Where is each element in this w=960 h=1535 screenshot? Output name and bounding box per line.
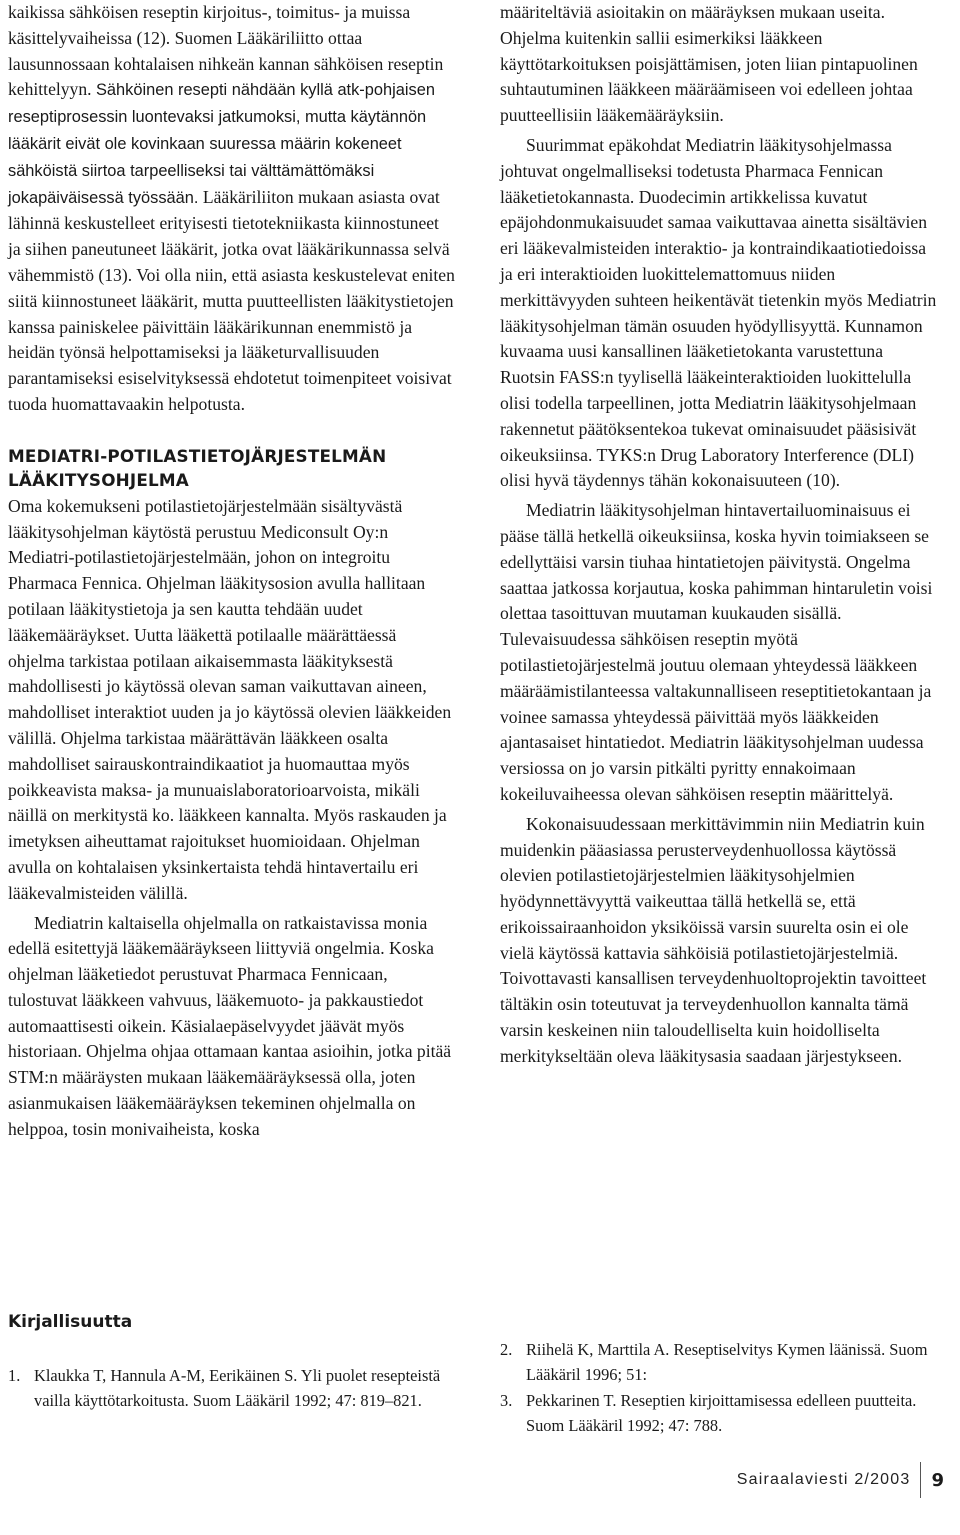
body-paragraph: Kokonaisuudessaan merkittävimmin niin Mediatrin kuin muidenkin pääasiassa perusterveydenhuollossa käytössä olevien potilastietojärjestelmien lääkitysohjelmien hyödynnettävyyttä vaikeuttaa tällä hetkellä se, että erikoissairaanhoidon yksiköissä varsin suurelta osin ei ole vielä käytössä kattavia sähköisiä potilastietojärjestelmiä. Toivottavasti kansallisen terveydenhuoltoprojektin tavoitteet tältäkin osin toteutuvat ja terveydenhuollon kannalta tämä varsin keskeinen niin taloudelliselta kuin hoidolliselta merkitykseltään oleva lääkitysasia saadaan järjestykseen.: [500, 813, 927, 1066]
page-footer: [737, 1462, 944, 1498]
body-paragraph: Oma kokemukseni potilastietojärjestelmään sisältyvästä lääkitysohjelman käytöstä perustuu Mediconsult Oy:n Mediatri-potilastietojärjestelmään, johon on integroitu Pharmaca Fennica. Ohjelman lääkitysosion avulla hallitaan potilaan lääkitystietoja ja sen kautta tehdään uudet lääkemääräykset. Uutta lääkettä potilaalle määrättäessä ohjelma tarkistaa potilaan aikaisemmasta lääkityksestä mahdollisesti jo käytössä olevan saman vaikuttavan aineen, mahdolliset interaktiot uuden ja jo käytössä olevien lääkkeiden välillä. Ohjelma tarkistaa määrättävän lääkkeen osalta mahdolliset sairauskontraindikaatiot ja huomauttaa myös poikkeavista maksa- ja munuaislaboratorioarvoista, mikäli näillä on merkitystä ko. lääkkeen kannalta. Myös raskauden ja imetyksen aiheuttamat rajoitukset huomioidaan. Ohjelman avulla on kohtalaisen yksinkertaista tehdä hintavertailu eri lääkevalmisteiden välillä.: [8, 495, 452, 903]
body-paragraph: Mediatrin lääkitysohjelman hintavertailuominaisuus ei pääse tällä hetkellä oikeuksiinsa, koska hyvin toimiakseen se edellyttäisi varsin tiuhaa hintatietojen päivitystä. Ongelma saattaa jatkossa korjautua, koska pahimman hintaruletin voisi olettaa tasoittuvan muutaman kuukauden sisällä. Tulevaisuudessa sähköisen reseptin myötä potilastietojärjestelmä joutuu olemaan yhteydessä lääkkeen määräämistilanteessa valtakunnalliseen reseptitietokantaan ja voinee samassa yhteydessä päivittää myös lääkkeiden ajantasaiset hintatiedot. Mediatrin lääkitysohjelman uudessa versiossa on jo varsin pitkälti pyritty ennakoimaan kokeiluvaiheessa olevan sähköisen reseptin määrittelyä.: [500, 500, 933, 804]
reference-item: [500, 1389, 950, 1438]
reference-number: 1.: [8, 1366, 21, 1385]
reference-text: Klaukka T, Hannula A-M, Eerikäinen S. Yli puolet resepteistä vailla käyttötarkoitusta. Suom Lääkäril 1992; 47: 819–821.: [34, 1366, 441, 1410]
reference-number: 3.: [500, 1391, 513, 1410]
references-list: [500, 1338, 950, 1438]
body-paragraph: Mediatrin kaltaisella ohjelmalla on ratkaistavissa monia edellä esitettyjä lääkemääräykseen liittyviä ongelmia. Koska ohjelman lääketiedot perustuvat Pharmaca Fennicaan, tulostuvat lääkkeen vahvuus, lääkemuoto- ja pakkaustiedot automaattisesti oikein. Käsialaepäselvyydet jäävät myös historiaan. Ohjelma ohjaa ottamaan kantaa asioihin, jotka pitää STM:n määräysten mukaan lääkemääräyksessä olla, joten asianmukaisen lääkemääräyksen tekeminen ohjelmalla on helppoa, tosin monivaiheista, koska: [8, 912, 452, 1139]
references-list: [8, 1364, 448, 1413]
page-number: 9: [931, 1469, 944, 1491]
reference-number: 2.: [500, 1340, 513, 1359]
paragraph-text: Lääkäriliiton mukaan asiasta ovat lähinnä keskustelleet erityisesti tietotekniikasta kiinnostuneet ja siihen paneutuneet lääkärit, jotka ovat lääkärikunnassa selvä vähemmistö (13). Voi olla niin, että asiasta keskustelevat eniten siitä kiinnostuneet lääkärit, mutta puutteellisten lääkitystietojen kanssa painiskelee päivittäin lääkärikunnan enemmistö ja heidän työnsä helpottamiseksi ja lääketurvallisuuden parantamiseksi esiselvityksessä ehdotetut toimenpiteet voisivat tuoda huomattavaakin helpotusta.: [8, 186, 455, 414]
section-heading: [8, 444, 456, 492]
right-column: [500, 0, 940, 1070]
paragraph-text: kaikissa sähköisen reseptin kirjoitus-, toimitus- ja muissa käsittelyvaiheissa (12). Suomen Lääkäriliitto ottaa lausunnossaan kohtalaisen nihkeän kannan sähköisen reseptin kehittelyyn.: [8, 2, 444, 100]
paragraph-text-sans: Sähköinen resepti nähdään kyllä atk-pohjaisen reseptiprosessin luontevaksi jatkumoksi, mutta käytännön lääkärit eivät ole kovinkaan suuressa määrin kokeneet sähköistä siirtoa tarpeelliseksi tai välttämättömäksi jokapäiväisessä työssään.: [8, 81, 435, 207]
body-paragraph: [8, 0, 456, 418]
body-paragraph: Suurimmat epäkohdat Mediatrin lääkitysohjelmassa johtuvat ongelmalliseksi todetusta Pharmaca Fennican lääketietokannasta. Duodecimin artikkelissa kuvatut epäjohdonmukaisuudet samaa vaikuttavaa ainetta sisältävien eri lääkevalmisteiden interaktio- ja kontraindikaatiotiedoissa ja eri interaktioiden luokittelemattomuus niiden merkittävyyden suhteen heikentävät tietenkin myös Mediatrin lääkitysohjelman tämän osuuden hyödyllisyyttä. Kunnamon kuvaama uusi kansallinen lääketietokanta varustettuna Ruotsin FASS:n tyylisellä lääkeinteraktioiden luokittelulla olisi todella tarpeellinen, jotta Mediatrin lääkitysohjelmaan rakennetut päätöksentekoa tukevat ominaisuudet pääsisivät oikeuksiinsa. TYKS:n Drug Laboratory Interference (DLI) olisi hyvä täydennys tähän kokonaisuuteen (10).: [500, 134, 937, 491]
body-paragraph: määriteltäviä asioitakin on määräyksen mukaan useita. Ohjelma kuitenkin sallii esimerkiksi lääkkeen käyttötarkoituksen poisjättämisen, joten liian pintapuolinen suhtautuminen lääkkeen määräämiseen voi edelleen johtaa puutteellisiin lääkemääräyksiin.: [500, 2, 918, 126]
left-column: [8, 0, 456, 1143]
section-heading-line: MEDIATRI-POTILASTIETOJÄRJESTELMÄN: [8, 445, 387, 466]
section-heading-line: LÄÄKITYSOHJELMA: [8, 469, 189, 490]
reference-item: [500, 1338, 950, 1387]
reference-text: Riihelä K, Marttila A. Reseptiselvitys Kymen läänissä. Suom Lääkäril 1996; 51:: [526, 1340, 928, 1384]
reference-item: [8, 1364, 448, 1413]
reference-text: Pekkarinen T. Reseptien kirjoittamisessa edelleen puutteita. Suom Lääkäril 1992; 47: 788.: [526, 1391, 917, 1435]
journal-name: Sairaalaviesti 2/2003: [737, 1462, 922, 1498]
references-title: Kirjallisuutta: [8, 1312, 133, 1332]
